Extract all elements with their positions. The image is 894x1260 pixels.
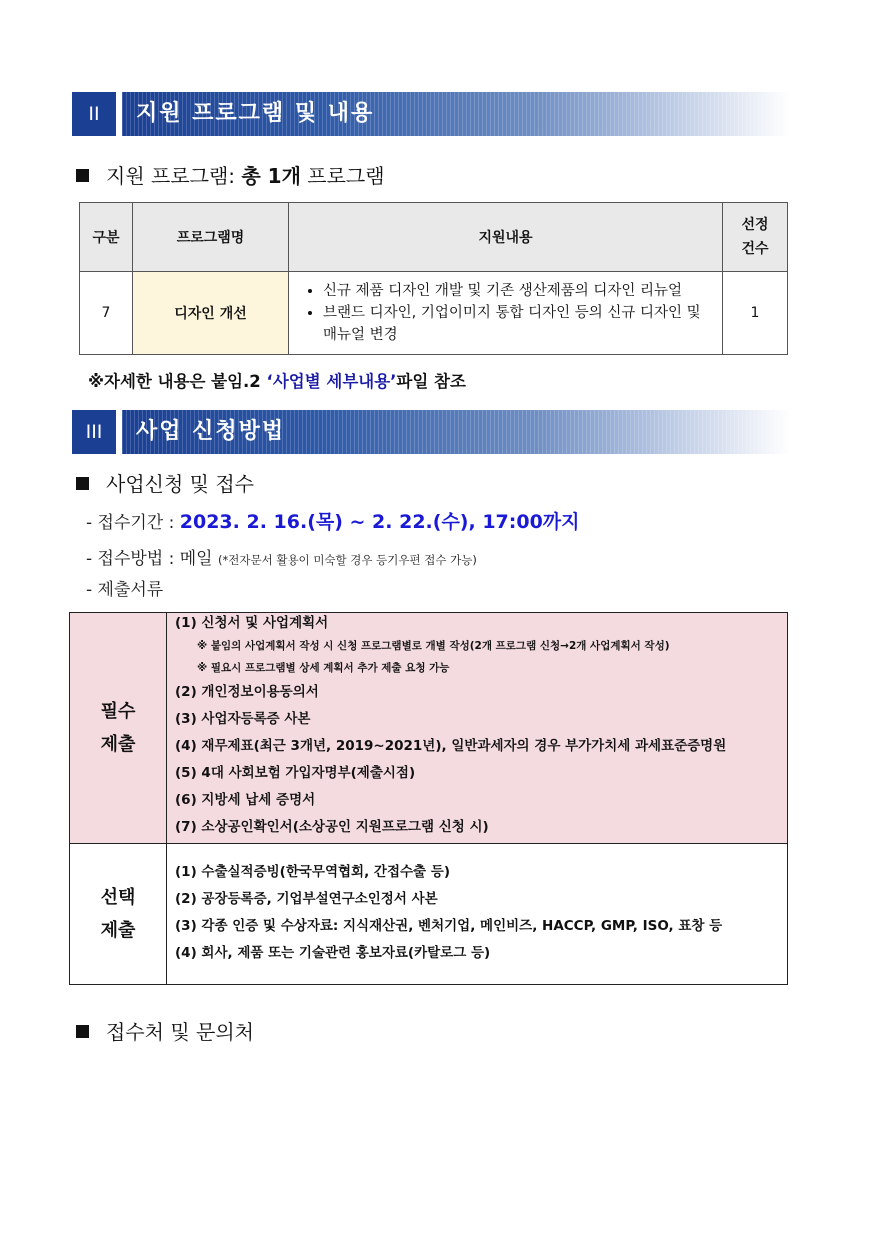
application-method — [86, 544, 477, 569]
required-docs-row — [70, 613, 788, 844]
table-row — [80, 272, 788, 355]
header-count — [723, 203, 788, 272]
header-category: 구분 — [80, 203, 133, 272]
contact-heading — [76, 1016, 254, 1045]
optional-label — [70, 844, 167, 985]
section-3-header — [72, 410, 790, 454]
section-3-title-bar — [122, 410, 790, 454]
list-item: (1) 수출실적증빙(한국무역협회, 간접수출 등) — [175, 864, 450, 880]
section-3-title: 사업 신청방법 — [136, 419, 286, 444]
program-summary-count: 총 1개 — [241, 164, 301, 188]
required-label-line2: 제출 — [100, 734, 136, 755]
period-value: 2023. 2. 16.(목) ~ 2. 22.(수), 17:00까지 — [179, 511, 580, 533]
row-category: 7 — [80, 272, 133, 355]
apply-heading-text: 사업신청 및 접수 — [106, 472, 254, 496]
note-highlight: ‘사업별 세부내용’ — [266, 372, 397, 391]
required-label-line1: 필수 — [100, 701, 136, 722]
note-prefix: ※자세한 내용은 붙임.2 — [88, 372, 267, 391]
row-program-name: 디자인 개선 — [133, 272, 289, 355]
list-item: (4) 회사, 제품 또는 기술관련 홍보자료(카탈로그 등) — [175, 945, 491, 961]
list-item: (7) 소상공인확인서(소상공인 지원프로그램 신청 시) — [175, 819, 489, 835]
optional-label-line1: 선택 — [100, 887, 136, 908]
period-label: - 접수기간 : — [86, 513, 180, 533]
program-table — [79, 202, 788, 355]
content-item: • 브랜드 디자인, 기업이미지 통합 디자인 등의 신규 디자인 및 매뉴얼 변경 — [323, 302, 714, 346]
list-item: (6) 지방세 납세 증명서 — [175, 792, 316, 808]
documents-table — [69, 612, 788, 985]
program-summary-suffix: 프로그램 — [300, 164, 385, 188]
section-2-header — [72, 92, 790, 136]
square-bullet-icon — [76, 1025, 89, 1038]
list-item: (3) 각종 인증 및 수상자료: 지식재산권, 벤처기업, 메인비즈, HACCP, GMP, ISO, 표창 등 — [175, 918, 723, 934]
header-count-line2: 건수 — [741, 241, 769, 257]
list-item: (1) 신청서 및 사업계획서 — [175, 615, 329, 631]
optional-docs-list — [167, 844, 788, 985]
section-3-number: III — [72, 410, 116, 454]
required-docs-list — [167, 613, 788, 844]
reference-note — [88, 368, 466, 392]
list-item: (2) 개인정보이용동의서 — [175, 684, 319, 700]
content-item: • 신규 제품 디자인 개발 및 기존 생산제품의 디자인 리뉴얼 — [323, 280, 714, 302]
square-bullet-icon — [76, 169, 89, 182]
list-subitem: ※ 붙임의 사업계획서 작성 시 신청 프로그램별로 개별 작성(2개 프로그램 신청→2개 사업계획서 작성) — [197, 640, 670, 652]
list-item: (4) 재무제표(최근 3개년, 2019~2021년), 일반과세자의 경우 부가가치세 과세표준증명원 — [175, 738, 727, 754]
program-table-header — [80, 203, 788, 272]
method-note: (*전자문서 활용이 미숙할 경우 등기우편 접수 가능) — [218, 553, 477, 567]
section-2-title-bar — [122, 92, 790, 136]
list-subitem: ※ 필요시 프로그램별 상세 계획서 추가 제출 요청 가능 — [197, 662, 450, 674]
optional-docs-row — [70, 844, 788, 985]
contact-heading-text: 접수처 및 문의처 — [106, 1020, 254, 1044]
list-item: (2) 공장등록증, 기업부설연구소인정서 사본 — [175, 891, 438, 907]
note-suffix: 파일 참조 — [396, 372, 466, 391]
program-summary — [76, 160, 385, 189]
row-content — [289, 272, 723, 355]
row-count: 1 — [723, 272, 788, 355]
application-period — [86, 507, 580, 534]
section-2-title: 지원 프로그램 및 내용 — [136, 101, 375, 126]
apply-heading — [76, 468, 254, 497]
section-2-number: II — [72, 92, 116, 136]
list-item: (3) 사업자등록증 사본 — [175, 711, 311, 727]
required-label — [70, 613, 167, 844]
list-item: (5) 4대 사회보험 가입자명부(제출시점) — [175, 765, 416, 781]
header-content: 지원내용 — [289, 203, 723, 272]
header-count-line1: 선정 — [741, 217, 769, 233]
optional-label-line2: 제출 — [100, 920, 136, 941]
method-label: - 접수방법 : 메일 — [86, 549, 219, 569]
header-program-name: 프로그램명 — [133, 203, 289, 272]
program-summary-prefix: 지원 프로그램: — [106, 164, 242, 188]
square-bullet-icon — [76, 477, 89, 490]
documents-label: - 제출서류 — [86, 580, 164, 600]
